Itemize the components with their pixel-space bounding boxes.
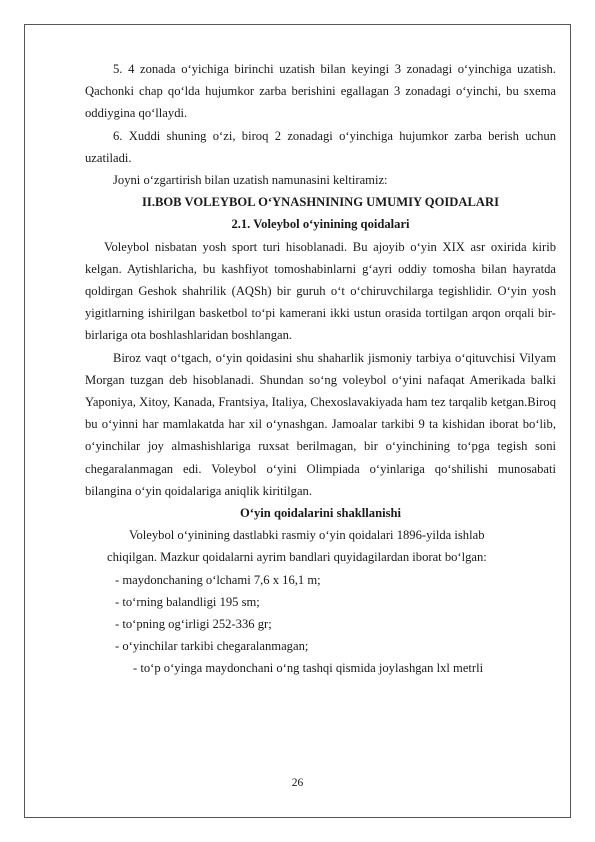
subsection-heading: O‘yin qoidalarini shakllanishi [240, 506, 401, 521]
rule-item: - maydonchaning o‘lchami 7,6 x 16,1 m; [115, 572, 321, 587]
rule-item: - to‘rning balandligi 195 sm; [115, 594, 260, 609]
section-paragraph-2: Biroz vaqt o‘tgach, o‘yin qoidasini shu shaharlik jismoniy tarbiya o‘qituvchisi Vilyam Morgan tuzgan deb hisoblanadi. Shundan so‘ng voleybol o‘yini nafaqat Amerikada balki Yaponiya, Xitoy, Kanada, Frantsiya, Italiya, Chexoslavakiyada ham tez tarqalib ketgan.Biroq bu o‘yinni har mamlakatda har xil o‘ynashgan. Jamoalar tarkibi 9 ta kishidan iborat bo‘lib, o‘yinchilar joy almashishlariga ruxsat berilmagan, bir o‘yinchining to‘pga tegish soni chegaralanmagan edi. Voleybol o‘yini Olimpiada o‘yinlariga qo‘shilishi munosabati bilangina o‘yin qoidalariga aniqlik kiritilgan. [85, 350, 556, 498]
rules-intro-line-2: chiqilgan. Mazkur qoidalarni ayrim bandlari quyidagilardan iborat bo‘lgan: [107, 550, 487, 565]
paragraph-item-5: 5. 4 zonada o‘yichiga birinchi uzatish bilan keyingi 3 zonadagi o‘yinchiga uzatish. Qachonki chap qo‘lda hujumkor zarba berishini egallagan 3 zonadagi o‘yinchi, bu sxema oddiygina qo‘llaydi. [85, 62, 556, 121]
document-body [85, 58, 556, 680]
section-heading: 2.1. Voleybol o‘yinining qoidalari [231, 217, 410, 232]
chapter-heading: II.BOB VOLEYBOL O‘YNASHNINING UMUMIY QOIDALARI [142, 195, 499, 210]
page-number: 26 [291, 777, 304, 789]
paragraph-item-6: 6. Xuddi shuning o‘zi, biroq 2 zonadagi o‘yinchiga hujumkor zarba berish uchun uzatiladi. [85, 128, 556, 165]
rule-item: - to‘pning og‘irligi 252-336 gr; [115, 617, 272, 632]
paragraph-intro: Joyni o‘zgartirish bilan uzatish namunasini keltiramiz: [113, 173, 388, 188]
section-paragraph-1: Voleybol nisbatan yosh sport turi hisoblanadi. Bu ajoyib o‘yin XIX asr oxirida kirib kelgan. Aytishlaricha, bu kashfiyot tomoshabinlarni g‘ayri oddiy tomosha bilan hayratda qoldirgan Geshok shahrilik (AQSh) bir guruh o‘t o‘chiruvchilarga tegishlidir. O‘yin yosh yigitlarning ishirilgan basketbol to‘pi kamerani ikki ustun orasida tortilgan arqon orqali bir-birlariga ota boshlashlaridan boshlangan. [85, 239, 556, 343]
rules-intro-line-1: Voleybol o‘yinining dastlabki rasmiy o‘yin qoidalari 1896-yilda ishlab [129, 528, 485, 543]
rule-item: - o‘yinchilar tarkibi chegaralanmagan; [115, 639, 309, 654]
rule-item: - to‘p o‘yinga maydonchani o‘ng tashqi qismida joylashgan lxl metrli [133, 661, 484, 676]
